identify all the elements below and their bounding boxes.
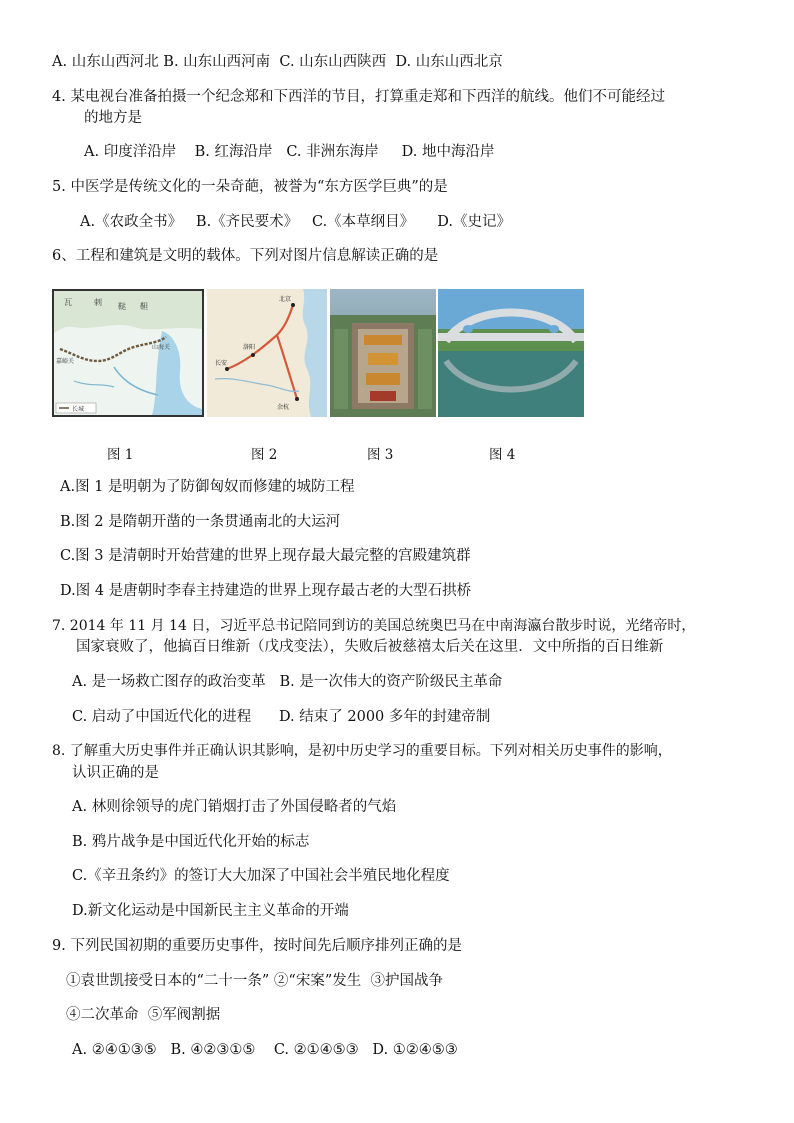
q6-figures [52,289,584,419]
q8-option-b: B. 鸦片战争是中国近代化开始的标志 [72,834,310,850]
map2-label-2: 长安 [215,360,228,367]
q7-stem-line1: 7. 2014 年 11 月 14 日，习近平总书记陪同到访的美国总统奥巴马在中南海瀛台散步时说，光绪帝时， [52,618,696,634]
q5-options: A.《农政全书》 B.《齐民要术》 C.《本草纲目》 D.《史记》 [80,214,511,230]
map1-label-2: 鞑 [118,302,126,311]
q5-stem: 5. 中医学是传统文化的一朵奇葩，被誉为“东方医学巨典”的是 [52,179,448,195]
q8-option-c: C.《辛丑条约》的签订大大加深了中国社会半殖民地化程度 [72,868,450,884]
grand-canal-map-image [207,289,327,417]
q6-option-c: C.图 3 是清朝时开始营建的世界上现存最大最完整的宫殿建筑群 [60,548,471,564]
map1-label-4: 山海关 [152,344,171,351]
q4-stem-line1: 4. 某电视台准备拍摄一个纪念郑和下西洋的节目，打算重走郑和下西洋的航线。他们不可能经过 [52,89,665,105]
q7-options-line2: C. 启动了中国近代化的进程 D. 结束了 2000 多年的封建帝制 [72,709,491,725]
q4-options: A. 印度洋沿岸 B. 红海沿岸 C. 非洲东海岸 D. 地中海沿岸 [84,144,495,160]
q6-option-a: A.图 1 是明朝为了防御匈奴而修建的城防工程 [60,479,355,495]
forbidden-city-photo [330,289,436,417]
map1-legend: 长城 [72,406,85,413]
map1-label-5: 嘉峪关 [56,358,75,365]
map1-label-3: 靼 [140,302,148,311]
q6-option-b: B.图 2 是隋朝开凿的一条贯通南北的大运河 [60,514,341,530]
map2-label-1: 洛阳 [243,344,256,351]
q9-items-line2: ④二次革命 ⑤军阀割据 [66,1007,221,1023]
map2-label-3: 余杭 [277,404,290,411]
map1-label-1: 剌 [94,298,102,307]
q8-option-d: D.新文化运动是中国新民主主义革命的开端 [72,903,349,919]
q7-options-line1: A. 是一场救亡图存的政治变革 B. 是一次伟大的资产阶级民主革命 [72,674,503,690]
q8-option-a: A. 林则徐领导的虎门销烟打击了外国侵略者的气焰 [72,799,397,815]
q8-stem-line1: 8. 了解重大历史事件并正确认识其影响，是初中历史学习的重要目标。下列对相关历史事件的影响， [52,743,672,759]
q6-option-d: D.图 4 是唐朝时李春主持建造的世界上现存最古老的大型石拱桥 [60,583,472,599]
fig2-label: 图 2 [251,447,278,463]
fig4-label: 图 4 [489,447,516,463]
q4-stem-line2: 的地方是 [84,110,142,126]
map2-label-0: 北京 [279,296,292,303]
q3-options: A. 山东山西河北 B. 山东山西河南 C. 山东山西陕西 D. 山东山西北京 [52,54,503,70]
q6-stem: 6、工程和建筑是文明的载体。下列对图片信息解读正确的是 [52,248,439,264]
fig3-label: 图 3 [367,447,394,463]
fig1-label: 图 1 [107,447,134,463]
q7-stem-line2: 国家衰败了，他搞百日维新（戊戌变法），失败后被慈禧太后关在这里．文中所指的百日维新 [76,639,664,655]
q8-stem-line2: 认识正确的是 [72,765,159,781]
q9-stem: 9. 下列民国初期的重要历史事件，按时间先后顺序排列正确的是 [52,938,462,954]
q9-items-line1: ①袁世凯接受日本的“二十一条” ②“宋案”发生 ③护国战争 [66,973,443,989]
map1-label-0: 瓦 [64,298,72,307]
q9-options: A. ②④①③⑤ B. ④②③①⑤ C. ②①④⑤③ D. ①②④⑤③ [72,1042,458,1058]
great-wall-map-image [52,289,204,417]
zhaozhou-bridge-photo [438,289,584,417]
